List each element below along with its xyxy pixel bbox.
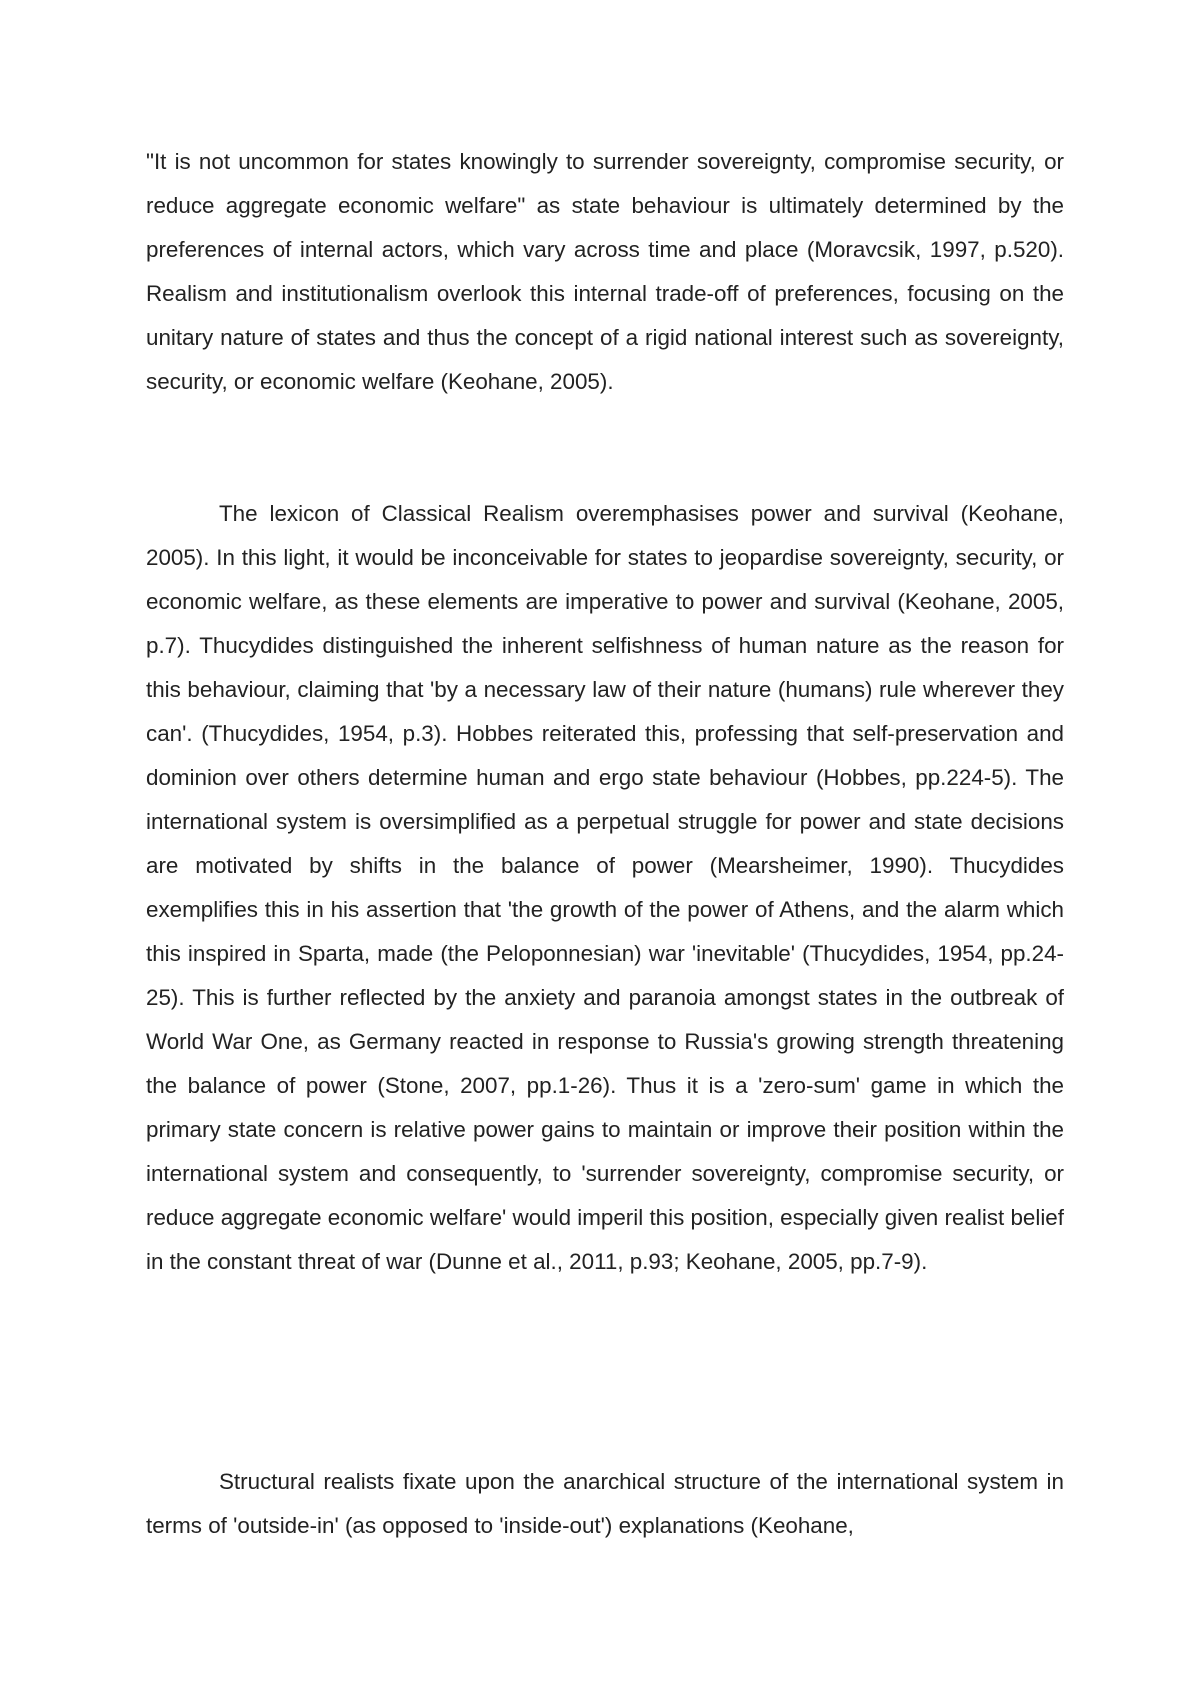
paragraph-3-text: Structural realists fixate upon the anarchical structure of the international system in terms of 'outside-in' (as opposed to 'inside-out') explanations (Keohane,: [146, 1469, 1064, 1538]
paragraph-2: [146, 492, 1064, 1284]
paragraph-3: [146, 1460, 1064, 1548]
paragraph-1-text: "It is not uncommon for states knowingly to surrender sovereignty, compromise security, or reduce aggregate economic welfare" as state behaviour is ultimately determined by the preferences of internal actors, which vary across time and place (Moravcsik, 1997, p.520). Realism and institutionalism overlook this internal trade-off of preferences, focusing on the unitary nature of states and thus the concept of a rigid national interest such as sovereignty, security, or economic welfare (Keohane, 2005).: [146, 149, 1064, 394]
paragraph-1: [146, 140, 1064, 404]
paragraph-2-text: The lexicon of Classical Realism overemphasises power and survival (Keohane, 2005). In this light, it would be inconceivable for states to jeopardise sovereignty, security, or economic welfare, as these elements are imperative to power and survival (Keohane, 2005, p.7). Thucydides distinguished the inherent selfishness of human nature as the reason for this behaviour, claiming that 'by a necessary law of their nature (humans) rule wherever they can'. (Thucydides, 1954, p.3). Hobbes reiterated this, professing that self-preservation and dominion over others determine human and ergo state behaviour (Hobbes, pp.224-5). The international system is oversimplified as a perpetual struggle for power and state decisions are motivated by shifts in the balance of power (Mearsheimer, 1990). Thucydides exemplifies this in his assertion that 'the growth of the power of Athens, and the alarm which this inspired in Sparta, made (the Peloponnesian) war 'inevitable' (Thucydides, 1954, pp.24-25). This is further reflected by the anxiety and paranoia amongst states in the outbreak of World War One, as Germany reacted in response to Russia's growing strength threatening the balance of power (Stone, 2007, pp.1-26). Thus it is a 'zero-sum' game in which the primary state concern is relative power gains to maintain or improve their position within the international system and consequently, to 'surrender sovereignty, compromise security, or reduce aggregate economic welfare' would imperil this position, especially given realist belief in the constant threat of war (Dunne et al., 2011, p.93; Keohane, 2005, pp.7-9).: [146, 501, 1064, 1274]
